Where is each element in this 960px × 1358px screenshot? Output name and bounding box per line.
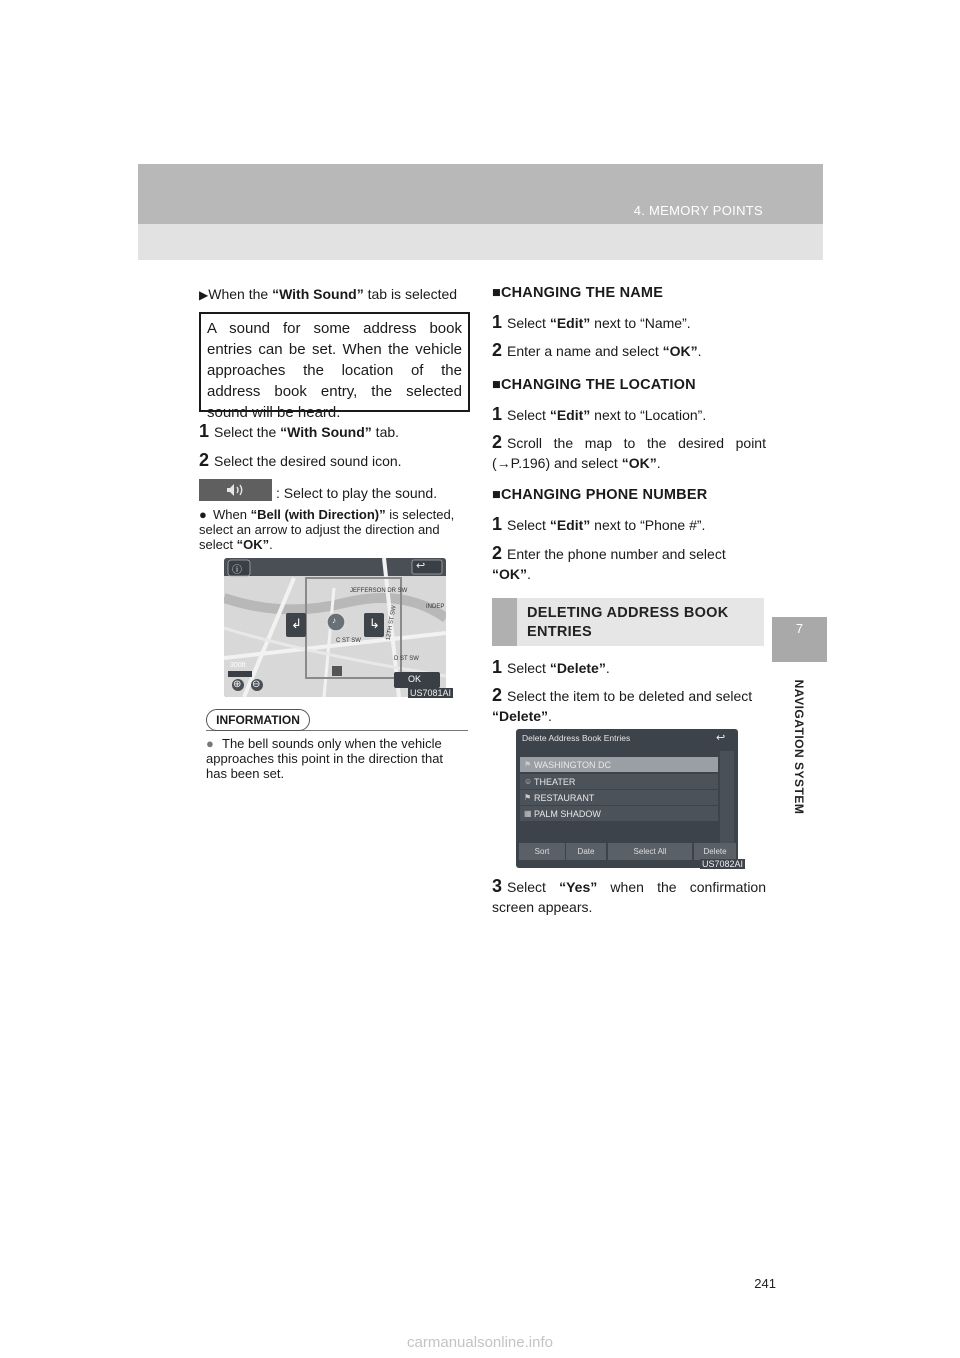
compass-icon[interactable]: ⓘ <box>232 565 242 576</box>
step-1: 1 Select the “With Sound” tab. <box>199 421 400 441</box>
bell-note: ● When “Bell (with Direction)” is selected, select an arrow to adjust the direction and select “OK”. <box>199 507 455 552</box>
list-item[interactable]: ▦ PALM SHADOW <box>520 806 718 821</box>
street-label: 12TH ST SW <box>385 605 398 641</box>
arrow-right-icon[interactable]: ↳ <box>369 616 380 631</box>
section-heading: DELETING ADDRESS BOOK ENTRIES <box>527 605 729 640</box>
bell-icon: ♪ <box>332 616 336 625</box>
intro-box: A sound for some address book entries can be set. When the vehicle approaches the location of the address book entry, the selected sound will be heard. <box>199 312 470 412</box>
back-icon[interactable]: ↩ <box>716 732 726 744</box>
figure-label: US7082AI <box>702 859 744 869</box>
list-item[interactable]: ⚑ RESTAURANT <box>520 790 718 805</box>
name-step-2: 2 Enter a name and select “OK”. <box>492 340 702 360</box>
back-icon[interactable]: ↩ <box>416 560 426 572</box>
select-all-button[interactable]: Select All <box>608 843 692 860</box>
chapter-label: NAVIGATION SYSTEM <box>792 679 806 815</box>
step-2: 2 Select the desired sound icon. <box>199 450 402 470</box>
heading-change-name: ■CHANGING THE NAME <box>492 285 664 301</box>
speaker-icon <box>225 483 247 497</box>
list-item[interactable]: ⚑ WASHINGTON DC <box>520 757 718 772</box>
location-step-1: 1 Select “Edit” next to “Location”. <box>492 404 707 424</box>
page-number: 241 <box>754 1276 776 1291</box>
square-bullet-icon: ■ <box>492 487 501 503</box>
square-bullet-icon: ■ <box>492 285 501 301</box>
section-title: 4. MEMORY POINTS <box>633 203 763 218</box>
triangle-bullet-icon: ▶ <box>199 288 209 302</box>
header-subband <box>138 224 823 260</box>
building-icon: ▦ <box>524 809 532 818</box>
map-scale: 300ft <box>230 662 246 669</box>
delete-button[interactable]: Delete <box>694 843 736 860</box>
square-bullet-icon: ■ <box>492 377 501 393</box>
phone-step-2: 2 Enter the phone number and select “OK”. <box>492 543 726 582</box>
watermark: carmanualsonline.info <box>407 1334 553 1351</box>
pin-icon: ⚑ <box>524 760 532 769</box>
phone-step-1: 1 Select “Edit” next to “Phone #”. <box>492 514 706 534</box>
map-screen <box>224 558 446 697</box>
flag-icon: ⚑ <box>524 793 532 802</box>
street-label: INDEP <box>426 604 445 610</box>
zoom-in-icon[interactable]: ⊕ <box>233 679 242 690</box>
sort-button[interactable]: Sort <box>519 843 565 860</box>
ok-button[interactable]: OK <box>408 674 422 684</box>
chapter-tab: 7 <box>772 617 827 662</box>
screen-title: Delete Address Book Entries <box>522 733 631 743</box>
theater-icon: ☺ <box>524 777 533 786</box>
scrollbar[interactable] <box>720 751 734 849</box>
street-label: D ST SW <box>394 656 419 662</box>
name-step-1: 1 Select “Edit” next to “Name”. <box>492 312 691 332</box>
heading-change-phone: ■CHANGING PHONE NUMBER <box>492 487 708 503</box>
street-label: C ST SW <box>336 638 361 644</box>
list-item[interactable]: ☺ THEATER <box>520 774 718 789</box>
delete-step-1: 1 Select “Delete”. <box>492 657 610 677</box>
information-badge: INFORMATION <box>206 709 310 731</box>
with-sound-intro: ▶When the “With Sound” tab is selected <box>199 286 458 302</box>
delete-step-2: 2 Select the item to be deleted and select “Delete”. <box>492 685 753 724</box>
delete-step-3: 3 Select “Yes” when the confirmation screen appears. <box>492 876 766 915</box>
arrow-left-icon[interactable]: ↲ <box>291 616 302 631</box>
figure-label: US7081AI <box>410 688 452 698</box>
location-step-2: 2 Scroll the map to the desired point (→P.196) and select “OK”. <box>492 432 766 471</box>
bullet-icon: ● <box>199 507 207 522</box>
zoom-out-icon[interactable]: ⊖ <box>252 679 261 690</box>
sound-button-desc: : Select to play the sound. <box>276 485 438 501</box>
section-heading-bar <box>492 598 517 646</box>
street-label: JEFFERSON DR SW <box>350 588 408 594</box>
bullet-icon: ● <box>206 736 214 751</box>
heading-change-location: ■CHANGING THE LOCATION <box>492 377 696 393</box>
date-button[interactable]: Date <box>566 843 606 860</box>
information-text: ● The bell sounds only when the vehicle approaches this point in the direction that has been set. <box>206 736 444 781</box>
play-sound-button[interactable] <box>199 479 272 501</box>
